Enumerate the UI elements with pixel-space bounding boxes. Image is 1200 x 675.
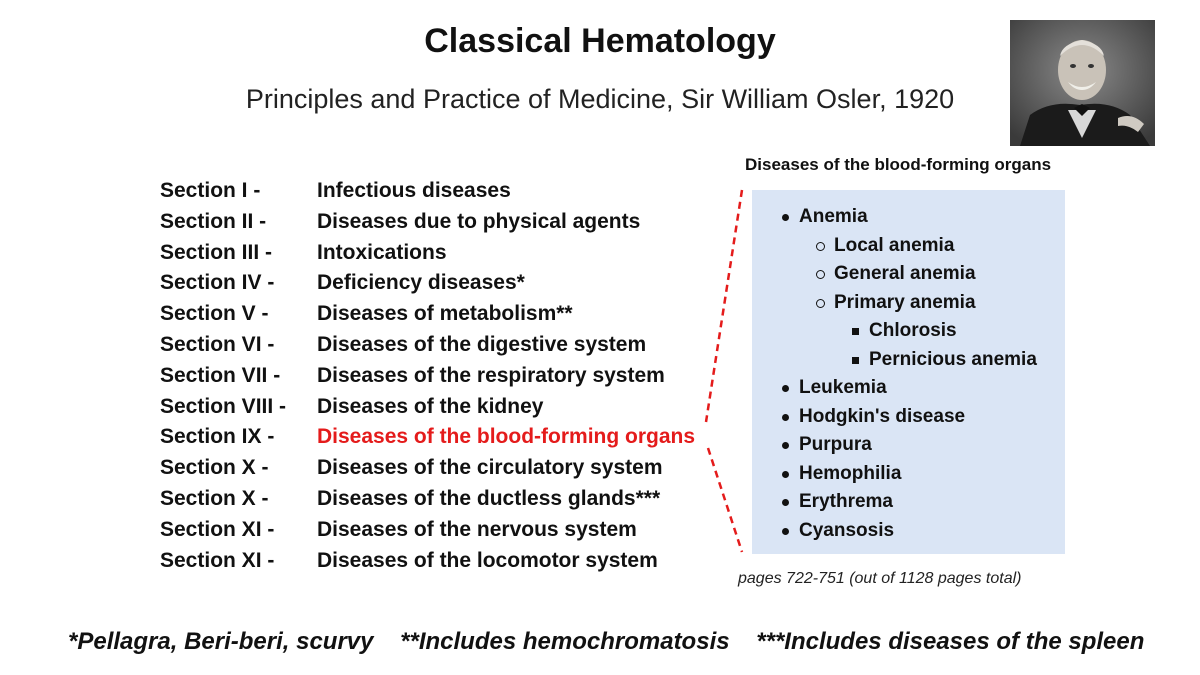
section-label: Section VI - <box>160 332 275 356</box>
section-title: Deficiency diseases* <box>317 271 525 295</box>
list-item-label: Chlorosis <box>869 320 957 341</box>
section-row <box>160 299 695 330</box>
section-title: Intoxications <box>317 240 447 264</box>
footnote-2: **Includes hemochromatosis <box>400 628 730 655</box>
section-title: Diseases of the ductless glands*** <box>317 486 661 510</box>
list-item <box>752 374 1065 403</box>
list-item <box>752 431 1065 460</box>
bullet-icon <box>782 385 789 392</box>
bullet-icon <box>782 471 789 478</box>
section-label: Section III - <box>160 240 273 264</box>
section-row <box>160 330 695 361</box>
connector-lines <box>700 180 760 560</box>
section-label: Section II - <box>160 209 267 233</box>
section-label: Section X - <box>160 486 269 510</box>
section-row <box>160 484 695 515</box>
list-item <box>752 232 1065 261</box>
list-item <box>752 460 1065 489</box>
section-title: Diseases of the locomotor system <box>317 548 658 572</box>
section-title: Diseases of the respiratory system <box>317 363 665 387</box>
section-title: Diseases of the circulatory system <box>317 456 663 480</box>
panel-title: Diseases of the blood-forming organs <box>745 155 1052 174</box>
footnote-3: ***Includes diseases of the spleen <box>756 628 1145 655</box>
list-item-label: Anemia <box>799 206 868 227</box>
section-label: Section X - <box>160 456 269 480</box>
list-item-label: Pernicious anemia <box>869 348 1037 370</box>
section-label: Section IV - <box>160 271 275 295</box>
sections-list <box>160 176 695 576</box>
list-item-label: General anemia <box>834 263 976 284</box>
section-label: Section VII - <box>160 363 281 387</box>
bullet-icon <box>782 214 789 221</box>
section-row <box>160 546 695 577</box>
connector-top-line <box>706 190 742 422</box>
section-title: Infectious diseases <box>317 179 511 202</box>
section-title: Diseases of the kidney <box>317 394 544 418</box>
section-row <box>160 268 695 299</box>
page-title: Classical Hematology <box>424 22 776 60</box>
list-item-label: Primary anemia <box>834 291 976 313</box>
bullet-icon <box>782 499 789 506</box>
list-item-label: Hodgkin's disease <box>799 405 966 427</box>
section-label: Section V - <box>160 302 269 326</box>
pages-note: pages 722-751 (out of 1128 pages total) <box>738 570 1022 587</box>
bullet-icon <box>782 414 789 421</box>
section-label: Section XI - <box>160 517 275 541</box>
list-item <box>752 517 1065 546</box>
footnote-1: *Pellagra, Beri-beri, scurvy <box>68 628 374 655</box>
list-item <box>752 488 1065 517</box>
section-label: Section I - <box>160 179 261 202</box>
section-title: Diseases of the blood-forming organs <box>317 425 696 449</box>
portrait-photo <box>1010 20 1155 146</box>
list-item-label: Hemophilia <box>799 462 902 484</box>
blood-organs-list <box>752 190 1065 545</box>
section-row <box>160 238 695 269</box>
section-title: Diseases due to physical agents <box>317 209 641 233</box>
bullet-icon <box>782 442 789 449</box>
list-item-label: Local anemia <box>834 234 955 256</box>
list-item <box>752 403 1065 432</box>
section-title: Diseases of the digestive system <box>317 332 647 356</box>
section-title: Diseases of metabolism** <box>317 302 573 326</box>
section-row <box>160 453 695 484</box>
list-item-label: Erythrema <box>799 491 893 512</box>
section-row <box>160 392 695 423</box>
list-item <box>752 203 1065 232</box>
section-row <box>160 515 695 546</box>
section-row <box>160 422 695 453</box>
section-label: Section IX - <box>160 425 275 449</box>
page-subtitle: Principles and Practice of Medicine, Sir William Osler, 1920 <box>245 84 955 114</box>
connector-bottom-line <box>708 448 742 552</box>
square-bullet-icon <box>852 357 859 364</box>
list-item-label: Purpura <box>799 434 872 455</box>
section-row <box>160 361 695 392</box>
section-title: Diseases of the nervous system <box>317 517 637 541</box>
section-label: Section XI - <box>160 548 275 572</box>
section-row <box>160 176 695 207</box>
section-label: Section VIII - <box>160 394 287 418</box>
portrait-image <box>1010 20 1155 146</box>
bullet-icon <box>782 528 789 535</box>
blood-organs-panel <box>752 190 1065 554</box>
square-bullet-icon <box>852 328 859 335</box>
circle-bullet-icon <box>816 299 825 308</box>
list-item <box>752 260 1065 289</box>
section-row <box>160 207 695 238</box>
list-item-label: Leukemia <box>799 377 887 398</box>
circle-bullet-icon <box>816 270 825 279</box>
list-item <box>752 289 1065 318</box>
list-item-label: Cyansosis <box>799 519 895 541</box>
list-item <box>752 346 1065 375</box>
circle-bullet-icon <box>816 242 825 251</box>
list-item <box>752 317 1065 346</box>
footnotes <box>68 628 1188 656</box>
